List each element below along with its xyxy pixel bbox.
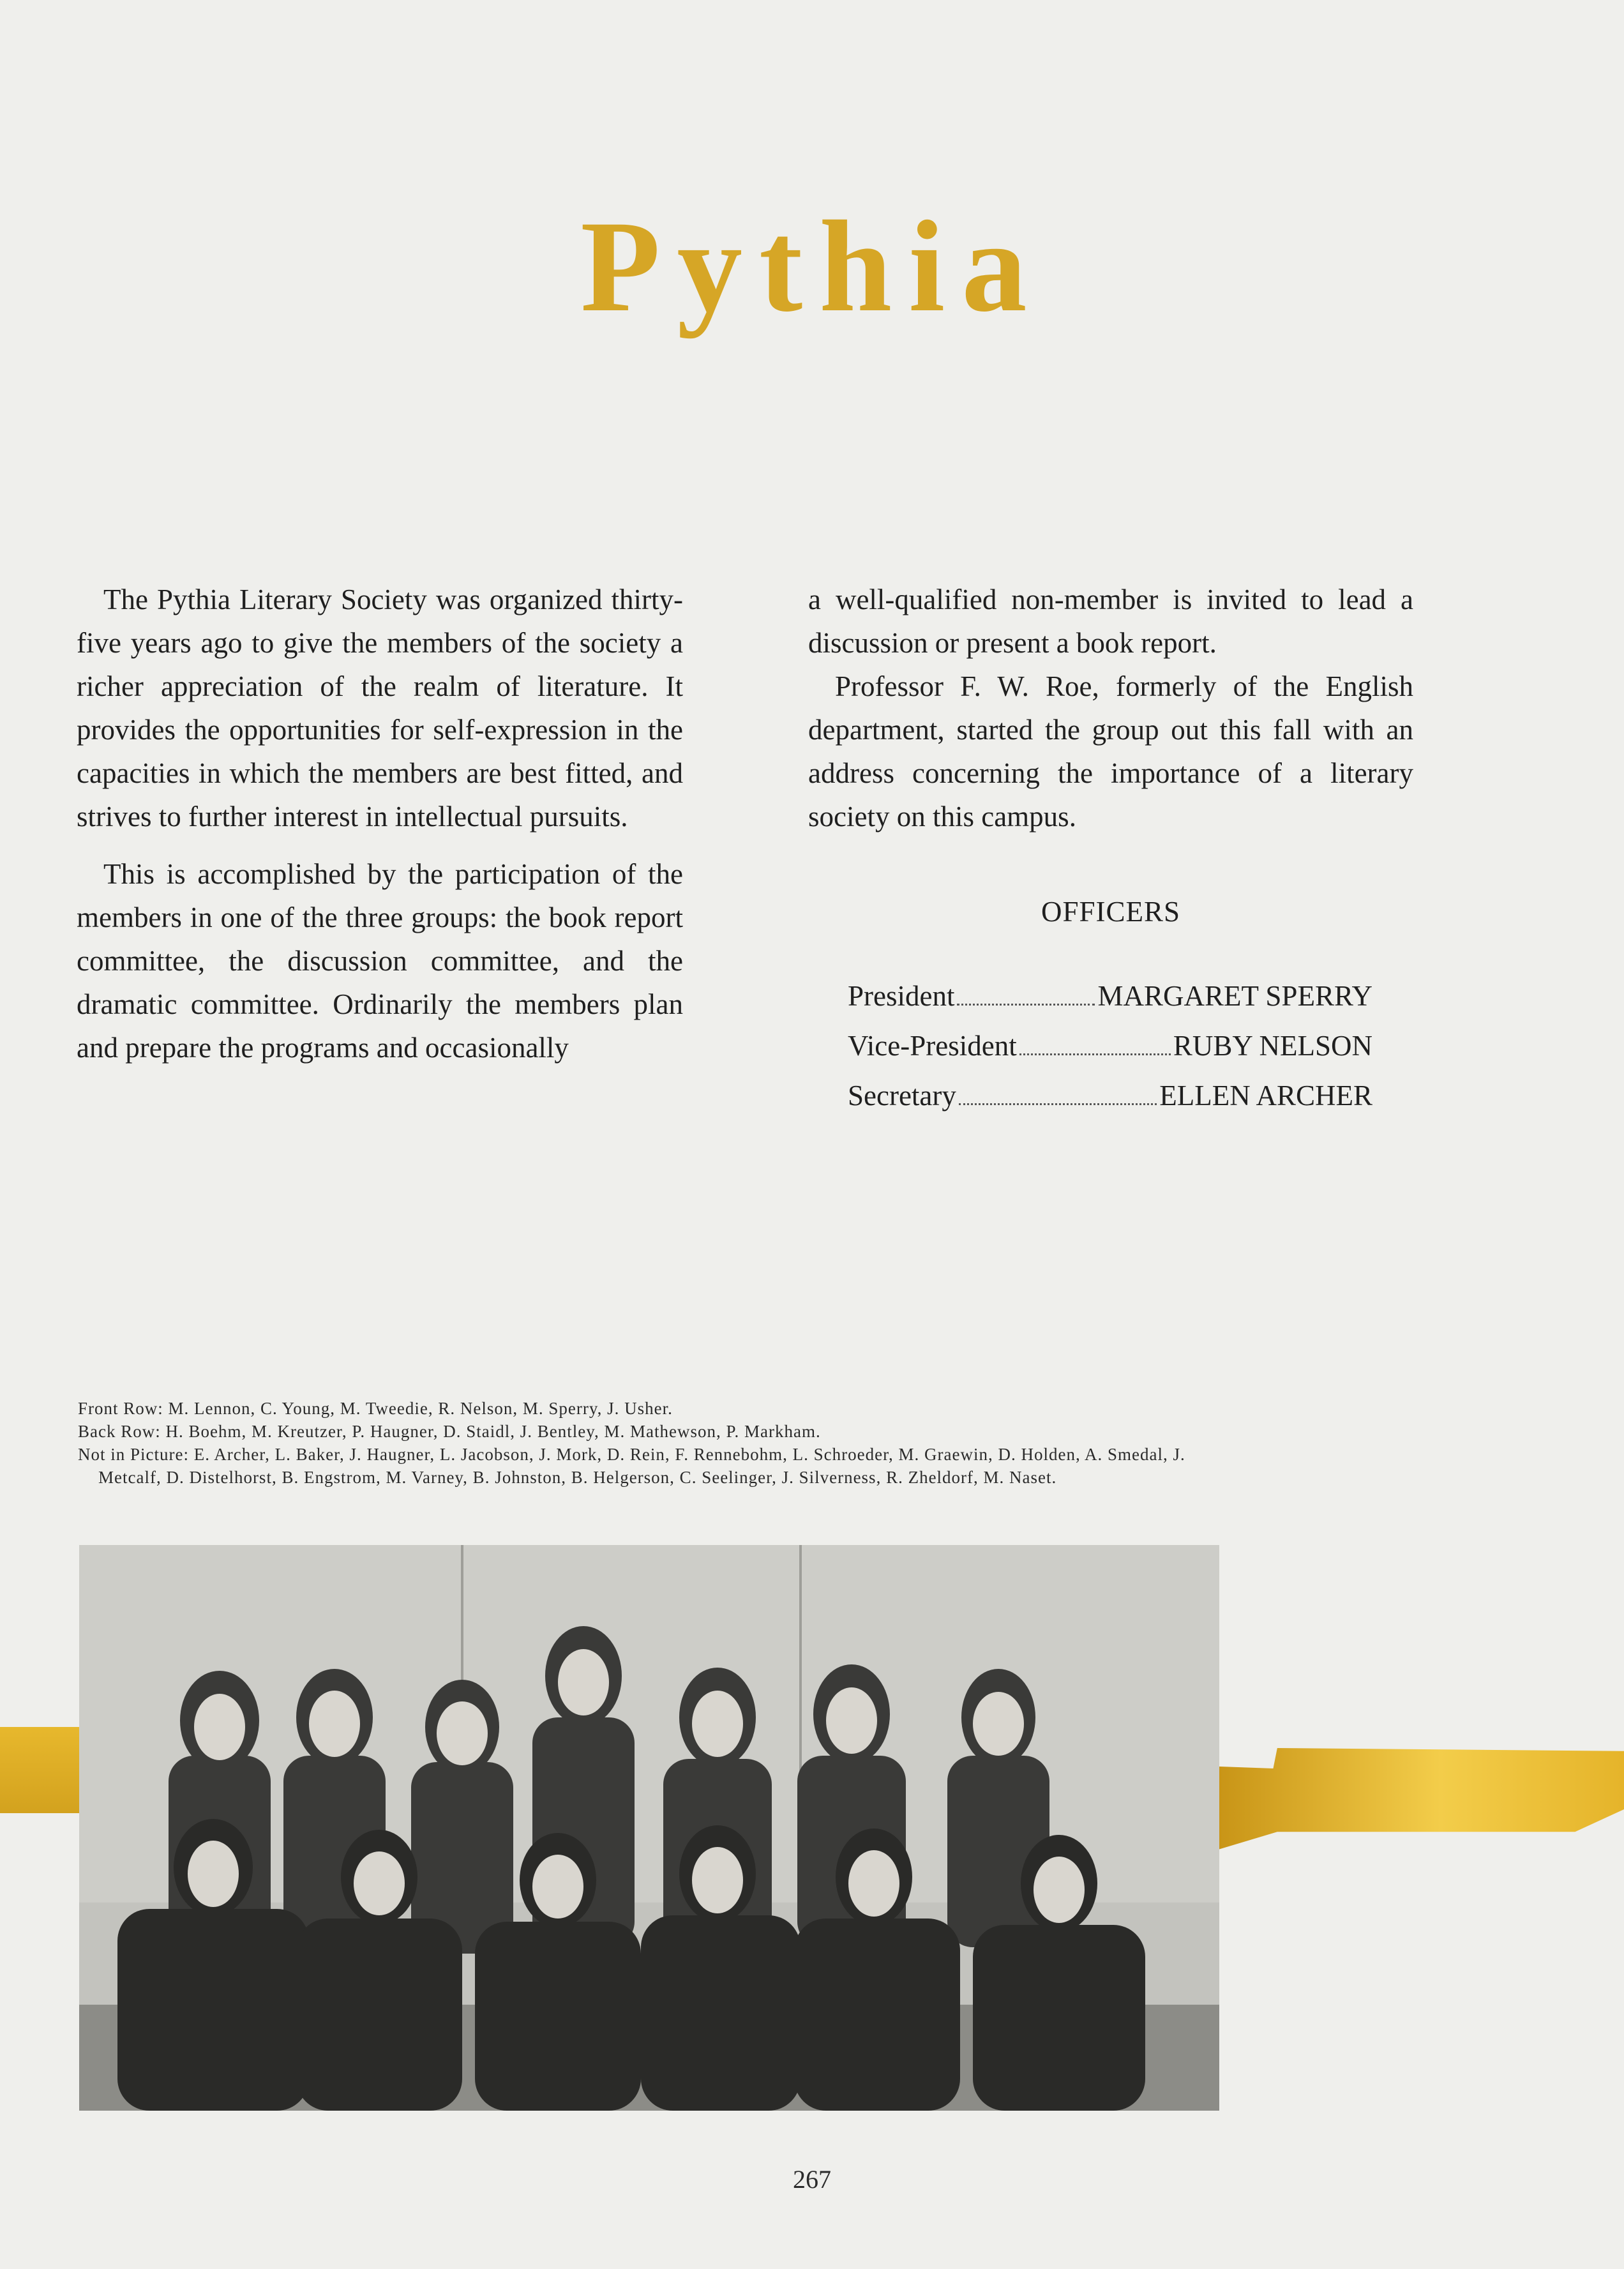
officer-row-vice-president — [848, 1029, 1372, 1067]
gold-ribbon-right — [1216, 1748, 1624, 1850]
paragraph: The Pythia Literary Society was organized thirty-five years ago to give the members of the society a richer appreciation of the realm of literature. It provides the opportunities for self-expression in the capacities in which the members are best fitted, and strives to further interest in intellectual pursuits. — [77, 584, 683, 833]
group-photo — [79, 1545, 1219, 2111]
officer-role: Vice-President — [848, 1030, 1017, 1062]
officer-row-president — [848, 979, 1372, 1018]
officer-name: MARGARET SPERRY — [1097, 980, 1372, 1012]
dot-leader — [1019, 1034, 1171, 1055]
body-left-column — [77, 578, 683, 1069]
dot-leader — [959, 1084, 1157, 1105]
page-title: Pythia — [580, 194, 1044, 339]
paragraph: a well-qualified non-member is invited to lead a discussion or present a book report. — [808, 584, 1413, 659]
caption-front-row: Front Row: M. Lennon, C. Young, M. Tweedie, R. Nelson, M. Sperry, J. Usher. — [78, 1399, 673, 1418]
officer-name: RUBY NELSON — [1173, 1030, 1372, 1062]
caption-not-in-picture: Not in Picture: E. Archer, L. Baker, J. Haugner, L. Jacobson, J. Mork, D. Rein, F. Rennebohm, L. Schroeder, M. Graewin, D. Holden, A. Smedal, J. Metcalf, D. Distelhorst, B. Engstrom, M. Varney, B. Johnston, B. Helgerson, C. Seelinger, J. Silverness, R. Zheldorf, M. Naset. — [78, 1445, 1185, 1487]
group-photo-illustration — [79, 1545, 1219, 2111]
officer-role: President — [848, 980, 955, 1012]
gold-ribbon-left — [0, 1727, 86, 1813]
caption-back-row: Back Row: H. Boehm, M. Kreutzer, P. Haugner, D. Staidl, J. Bentley, M. Mathewson, P. Markham. — [78, 1422, 821, 1441]
body-right-column — [808, 578, 1413, 838]
paragraph: This is accomplished by the participation of the members in one of the three groups: the book report committee, the discussion committee, and the dramatic committee. Ordinarily the members plan and prepare the programs and occasionally — [77, 858, 683, 1064]
officer-row-secretary — [848, 1079, 1372, 1117]
page-number: 267 — [793, 2165, 831, 2194]
photo-caption — [78, 1397, 1227, 1489]
dot-leader — [957, 984, 1095, 1006]
officer-name: ELLEN ARCHER — [1159, 1080, 1372, 1112]
officers-heading: OFFICERS — [1041, 896, 1181, 928]
officer-role: Secretary — [848, 1080, 956, 1112]
paragraph: Professor F. W. Roe, formerly of the English department, started the group out this fall with an address concerning the importance of a literary society on this campus. — [808, 670, 1413, 833]
